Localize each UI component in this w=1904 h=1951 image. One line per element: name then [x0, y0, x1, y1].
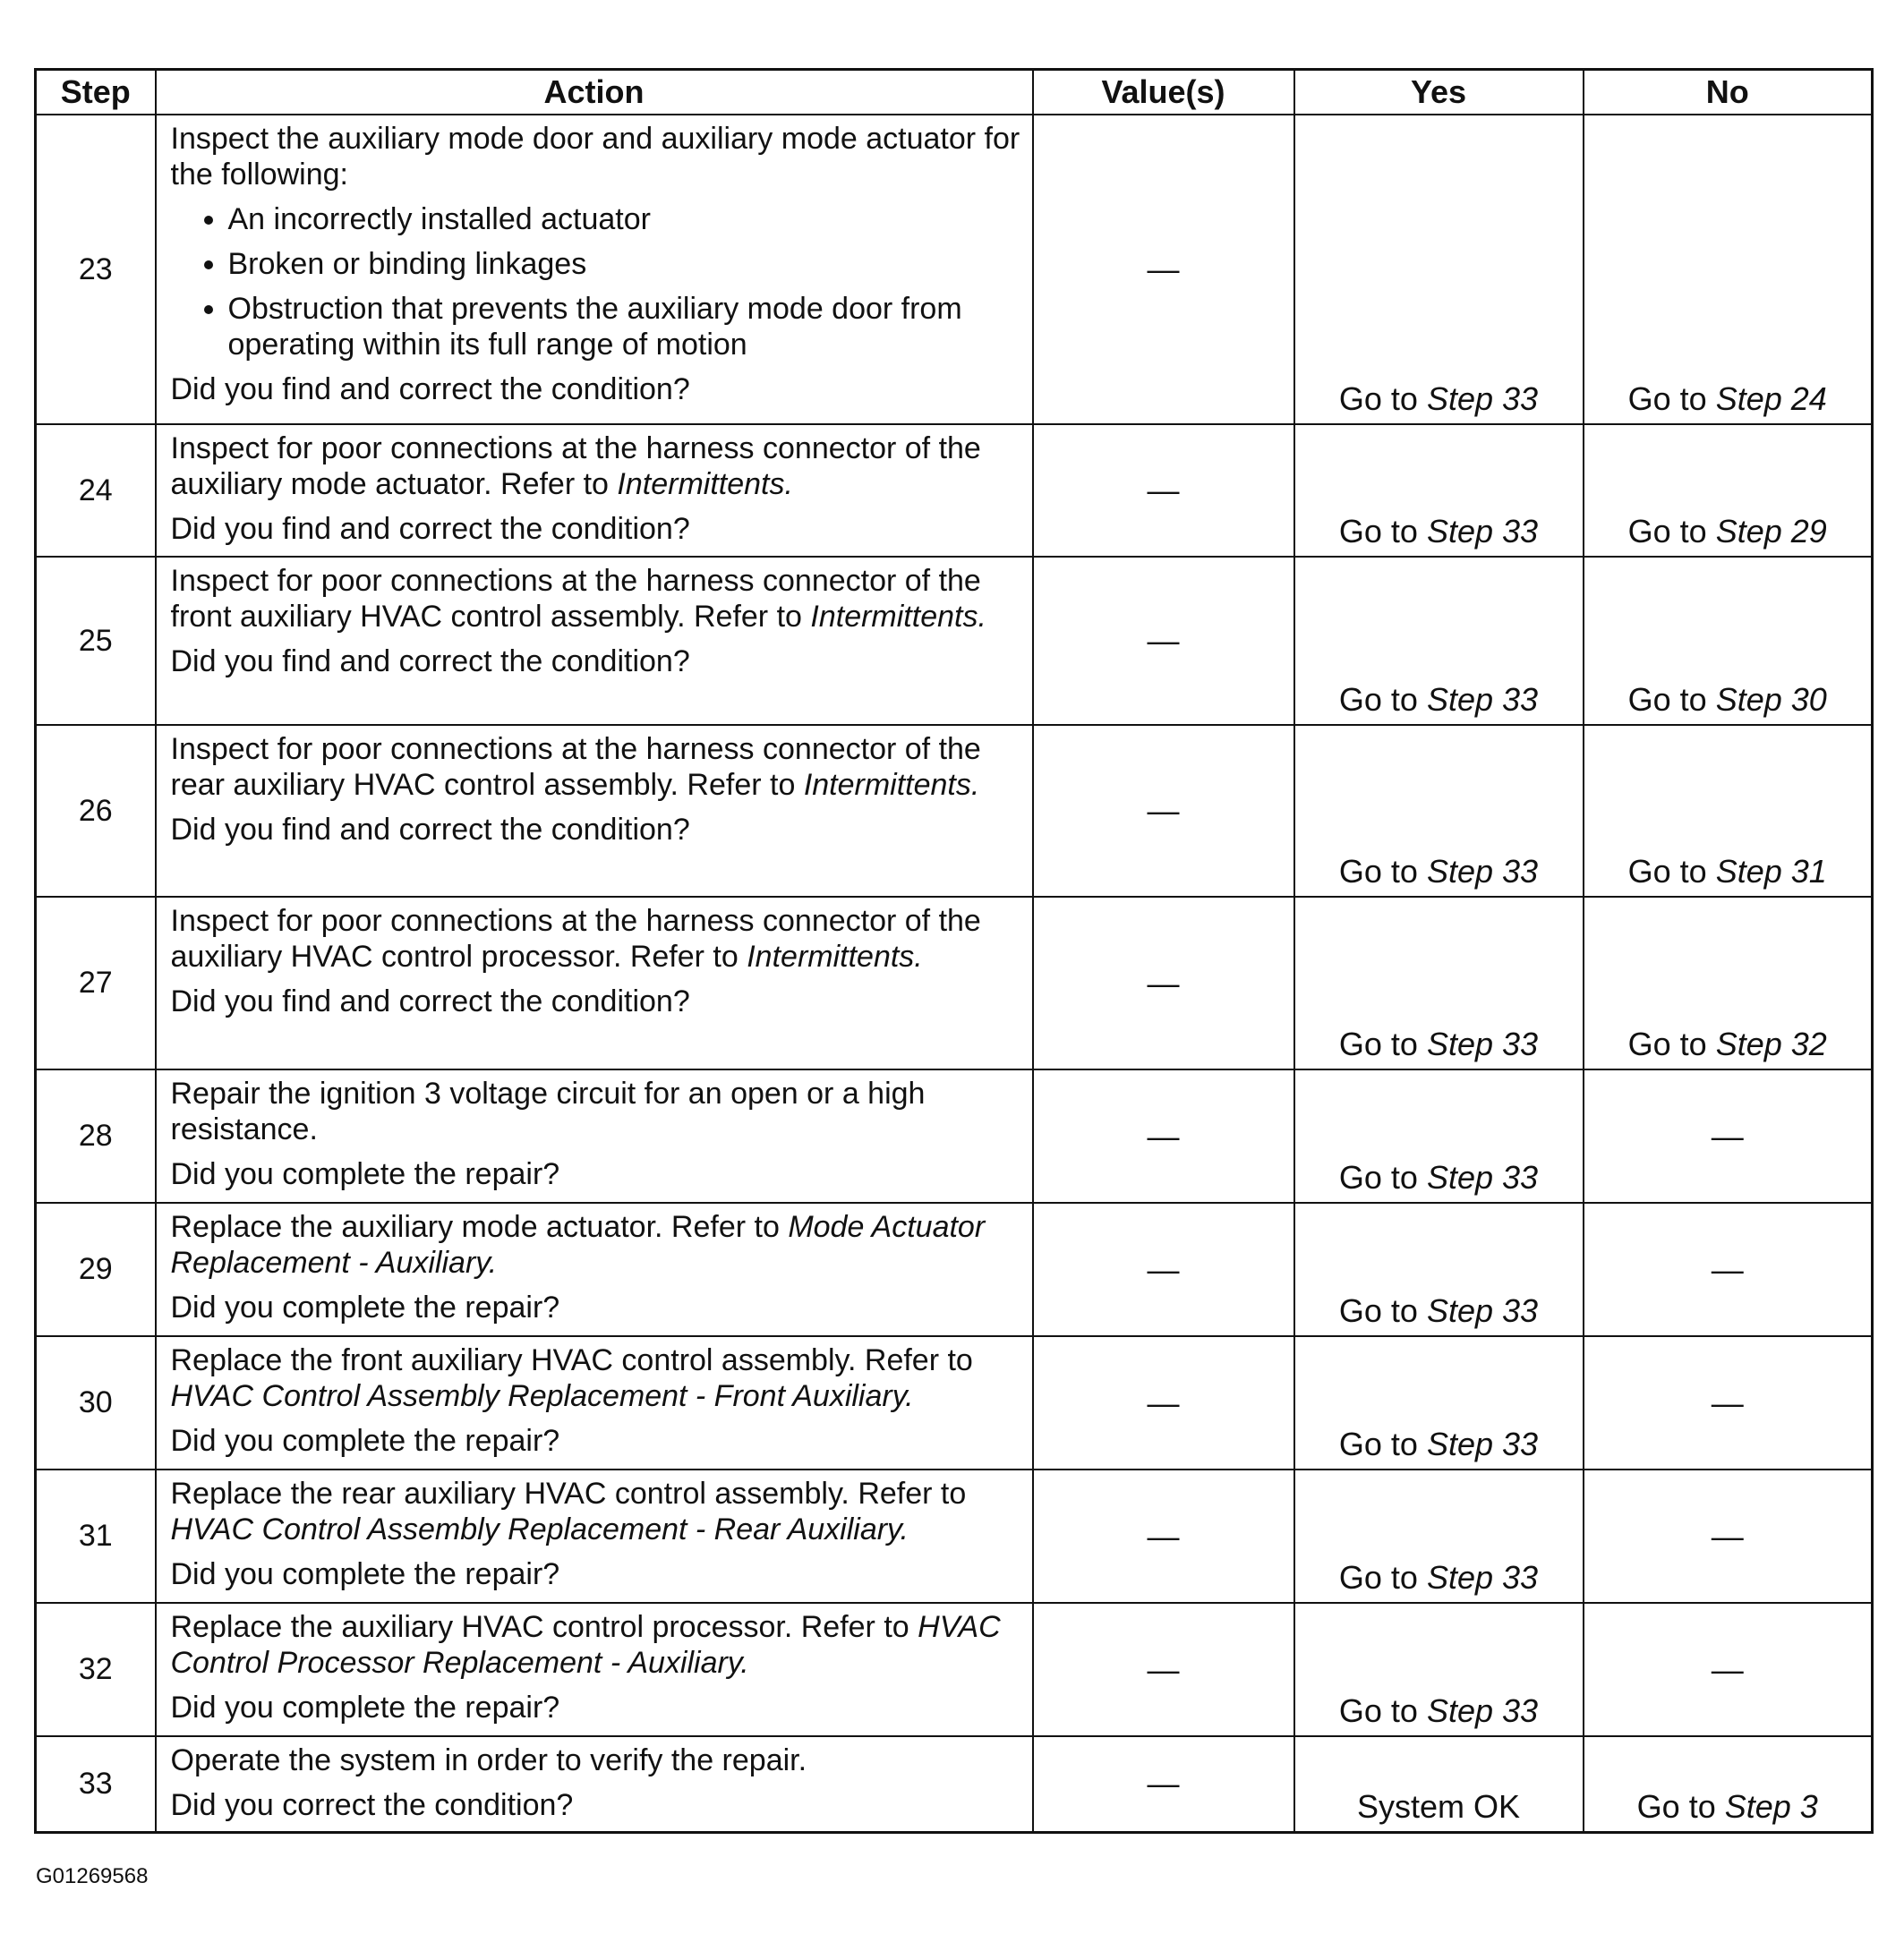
yes-step-link[interactable]: Step 33	[1426, 1692, 1539, 1729]
yes-step-link[interactable]: Step 33	[1426, 513, 1539, 550]
step-number: 23	[36, 115, 156, 424]
table-row	[36, 725, 1873, 897]
step-number: 32	[36, 1603, 156, 1736]
yes-step-link[interactable]: Step 33	[1426, 1292, 1539, 1329]
no-text: Go to	[1627, 1026, 1716, 1062]
yes-text: Go to	[1338, 681, 1427, 718]
action-question: Did you find and correct the condition?	[170, 372, 690, 406]
yes-step-link[interactable]: Step 33	[1426, 1159, 1539, 1196]
action-reference-link[interactable]: HVAC Control Assembly Replacement - Front Auxiliary.	[170, 1379, 914, 1413]
no-cell: —	[1584, 1470, 1873, 1603]
yes-cell: System OK	[1294, 1736, 1584, 1832]
no-cell	[1584, 1736, 1873, 1832]
yes-step-link[interactable]: Step 33	[1426, 380, 1539, 417]
step-number: 27	[36, 897, 156, 1069]
action-reference-link[interactable]: HVAC Control Assembly Replacement - Rear Auxiliary.	[170, 1512, 909, 1546]
value-cell: —	[1033, 1336, 1294, 1470]
action-question: Did you complete the repair?	[170, 1291, 560, 1325]
header-values: Value(s)	[1033, 70, 1294, 115]
bullet-list	[171, 201, 1023, 362]
table-row	[36, 1603, 1873, 1736]
value-cell: —	[1033, 1203, 1294, 1336]
action-cell	[156, 1203, 1033, 1336]
table-row	[36, 557, 1873, 725]
table-row	[36, 1736, 1873, 1832]
step-number: 33	[36, 1736, 156, 1832]
action-text: Inspect the auxiliary mode door and auxiliary mode actuator for the following:	[170, 122, 1020, 192]
yes-cell	[1294, 557, 1584, 725]
yes-step-link[interactable]: Step 33	[1426, 853, 1539, 890]
diagnostic-table	[34, 68, 1874, 1834]
action-question: Did you complete the repair?	[170, 1157, 560, 1191]
table-row	[36, 897, 1873, 1069]
action-cell	[156, 424, 1033, 557]
list-item: • An incorrectly installed actuator	[228, 201, 1023, 237]
action-cell	[156, 1736, 1033, 1832]
yes-text: Go to	[1338, 1559, 1427, 1596]
action-cell	[156, 557, 1033, 725]
yes-cell	[1294, 115, 1584, 424]
yes-cell	[1294, 897, 1584, 1069]
header-action: Action	[156, 70, 1033, 115]
step-number: 30	[36, 1336, 156, 1470]
action-question: Did you correct the condition?	[170, 1788, 574, 1822]
value-cell: —	[1033, 424, 1294, 557]
action-reference-link[interactable]: HVAC Control Processor Replacement - Auxiliary.	[170, 1610, 1001, 1680]
yes-cell	[1294, 1069, 1584, 1203]
no-step-link[interactable]: Step 30	[1715, 681, 1827, 718]
yes-text: Go to	[1338, 1426, 1427, 1462]
yes-cell	[1294, 424, 1584, 557]
no-step-link[interactable]: Step 29	[1715, 513, 1827, 550]
value-cell: —	[1033, 897, 1294, 1069]
no-cell: —	[1584, 1203, 1873, 1336]
yes-step-link[interactable]: Step 33	[1426, 1026, 1539, 1062]
no-text: Go to	[1627, 513, 1716, 550]
no-text: Go to	[1636, 1787, 1725, 1825]
action-text: Inspect for poor connections at the harness connector of the auxiliary HVAC control processor. Refer to Intermittents.	[170, 904, 981, 974]
table-row	[36, 1336, 1873, 1470]
no-step-link[interactable]: Step 32	[1715, 1026, 1827, 1062]
header-row	[36, 70, 1873, 115]
yes-step-link[interactable]: Step 33	[1426, 1559, 1539, 1596]
action-reference-link[interactable]: Intermittents.	[617, 467, 793, 501]
action-cell	[156, 1603, 1033, 1736]
no-step-link[interactable]: Step 31	[1715, 853, 1827, 890]
header-no: No	[1584, 70, 1873, 115]
action-text: Repair the ignition 3 voltage circuit for an open or a high resistance.	[170, 1077, 926, 1146]
table-row	[36, 115, 1873, 424]
action-text: Replace the auxiliary HVAC control processor. Refer to HVAC Control Processor Replacement - Auxiliary.	[170, 1610, 1001, 1680]
no-cell	[1584, 557, 1873, 725]
action-reference-link[interactable]: Intermittents.	[803, 768, 980, 802]
yes-text: Go to	[1338, 513, 1427, 550]
action-reference-link[interactable]: Mode Actuator Replacement - Auxiliary.	[170, 1210, 986, 1280]
value-cell: —	[1033, 1069, 1294, 1203]
yes-text: Go to	[1338, 1026, 1427, 1062]
action-text: Inspect for poor connections at the harness connector of the rear auxiliary HVAC control assembly. Refer to Intermittents.	[170, 732, 981, 802]
no-step-link[interactable]: Step 24	[1715, 380, 1827, 417]
yes-cell	[1294, 1470, 1584, 1603]
yes-text: Go to	[1338, 1292, 1427, 1329]
no-cell	[1584, 725, 1873, 897]
step-number: 26	[36, 725, 156, 897]
no-cell	[1584, 115, 1873, 424]
action-cell	[156, 1470, 1033, 1603]
step-number: 24	[36, 424, 156, 557]
no-text: Go to	[1627, 853, 1716, 890]
table-row	[36, 424, 1873, 557]
list-item: • Obstruction that prevents the auxiliary mode door from operating within its full range of motion	[228, 291, 1023, 362]
action-cell	[156, 1336, 1033, 1470]
action-text: Inspect for poor connections at the harness connector of the front auxiliary HVAC control assembly. Refer to Intermittents.	[170, 564, 986, 634]
header-step: Step	[36, 70, 156, 115]
no-text: Go to	[1627, 681, 1716, 718]
yes-text: Go to	[1338, 1692, 1427, 1729]
action-cell	[156, 897, 1033, 1069]
yes-step-link[interactable]: Step 33	[1426, 1426, 1539, 1462]
figure-id: G01269568	[36, 1864, 149, 1888]
no-cell	[1584, 424, 1873, 557]
action-question: Did you find and correct the condition?	[170, 512, 690, 546]
step-number: 31	[36, 1470, 156, 1603]
action-reference-link[interactable]: Intermittents.	[747, 940, 923, 974]
action-text: Operate the system in order to verify the repair.	[170, 1743, 807, 1777]
value-cell: —	[1033, 115, 1294, 424]
yes-cell	[1294, 1336, 1584, 1470]
yes-cell	[1294, 1603, 1584, 1736]
action-reference-link[interactable]: Intermittents.	[810, 600, 986, 634]
yes-text: Go to	[1338, 380, 1427, 417]
action-question: Did you complete the repair?	[170, 1424, 560, 1458]
no-cell	[1584, 897, 1873, 1069]
action-question: Did you find and correct the condition?	[170, 813, 690, 847]
action-question: Did you complete the repair?	[170, 1691, 560, 1725]
value-cell: —	[1033, 1736, 1294, 1832]
value-cell: —	[1033, 1603, 1294, 1736]
step-number: 25	[36, 557, 156, 725]
action-text: Replace the auxiliary mode actuator. Refer to Mode Actuator Replacement - Auxiliary.	[170, 1210, 986, 1280]
value-cell: —	[1033, 725, 1294, 897]
no-cell: —	[1584, 1069, 1873, 1203]
action-question: Did you find and correct the condition?	[170, 644, 690, 678]
action-question: Did you complete the repair?	[170, 1557, 560, 1591]
yes-cell	[1294, 725, 1584, 897]
table-row	[36, 1470, 1873, 1603]
table-row	[36, 1069, 1873, 1203]
yes-text: Go to	[1338, 853, 1427, 890]
no-step-link[interactable]: Step 3	[1724, 1787, 1818, 1825]
yes-text: Go to	[1338, 1159, 1427, 1196]
no-cell: —	[1584, 1336, 1873, 1470]
action-text: Inspect for poor connections at the harness connector of the auxiliary mode actuator. Refer to Intermittents.	[170, 431, 981, 501]
value-cell: —	[1033, 557, 1294, 725]
no-text: Go to	[1627, 380, 1716, 417]
action-question: Did you find and correct the condition?	[170, 984, 690, 1018]
step-number: 28	[36, 1069, 156, 1203]
list-item: • Broken or binding linkages	[228, 246, 1023, 282]
header-yes: Yes	[1294, 70, 1584, 115]
action-text: Replace the rear auxiliary HVAC control assembly. Refer to HVAC Control Assembly Replacement - Rear Auxiliary.	[170, 1477, 967, 1546]
yes-step-link[interactable]: Step 33	[1426, 681, 1539, 718]
table-row	[36, 1203, 1873, 1336]
action-text: Replace the front auxiliary HVAC control assembly. Refer to HVAC Control Assembly Replacement - Front Auxiliary.	[170, 1343, 973, 1413]
no-cell: —	[1584, 1603, 1873, 1736]
action-cell	[156, 1069, 1033, 1203]
step-number: 29	[36, 1203, 156, 1336]
value-cell: —	[1033, 1470, 1294, 1603]
action-cell	[156, 725, 1033, 897]
yes-cell	[1294, 1203, 1584, 1336]
action-cell	[156, 115, 1033, 424]
